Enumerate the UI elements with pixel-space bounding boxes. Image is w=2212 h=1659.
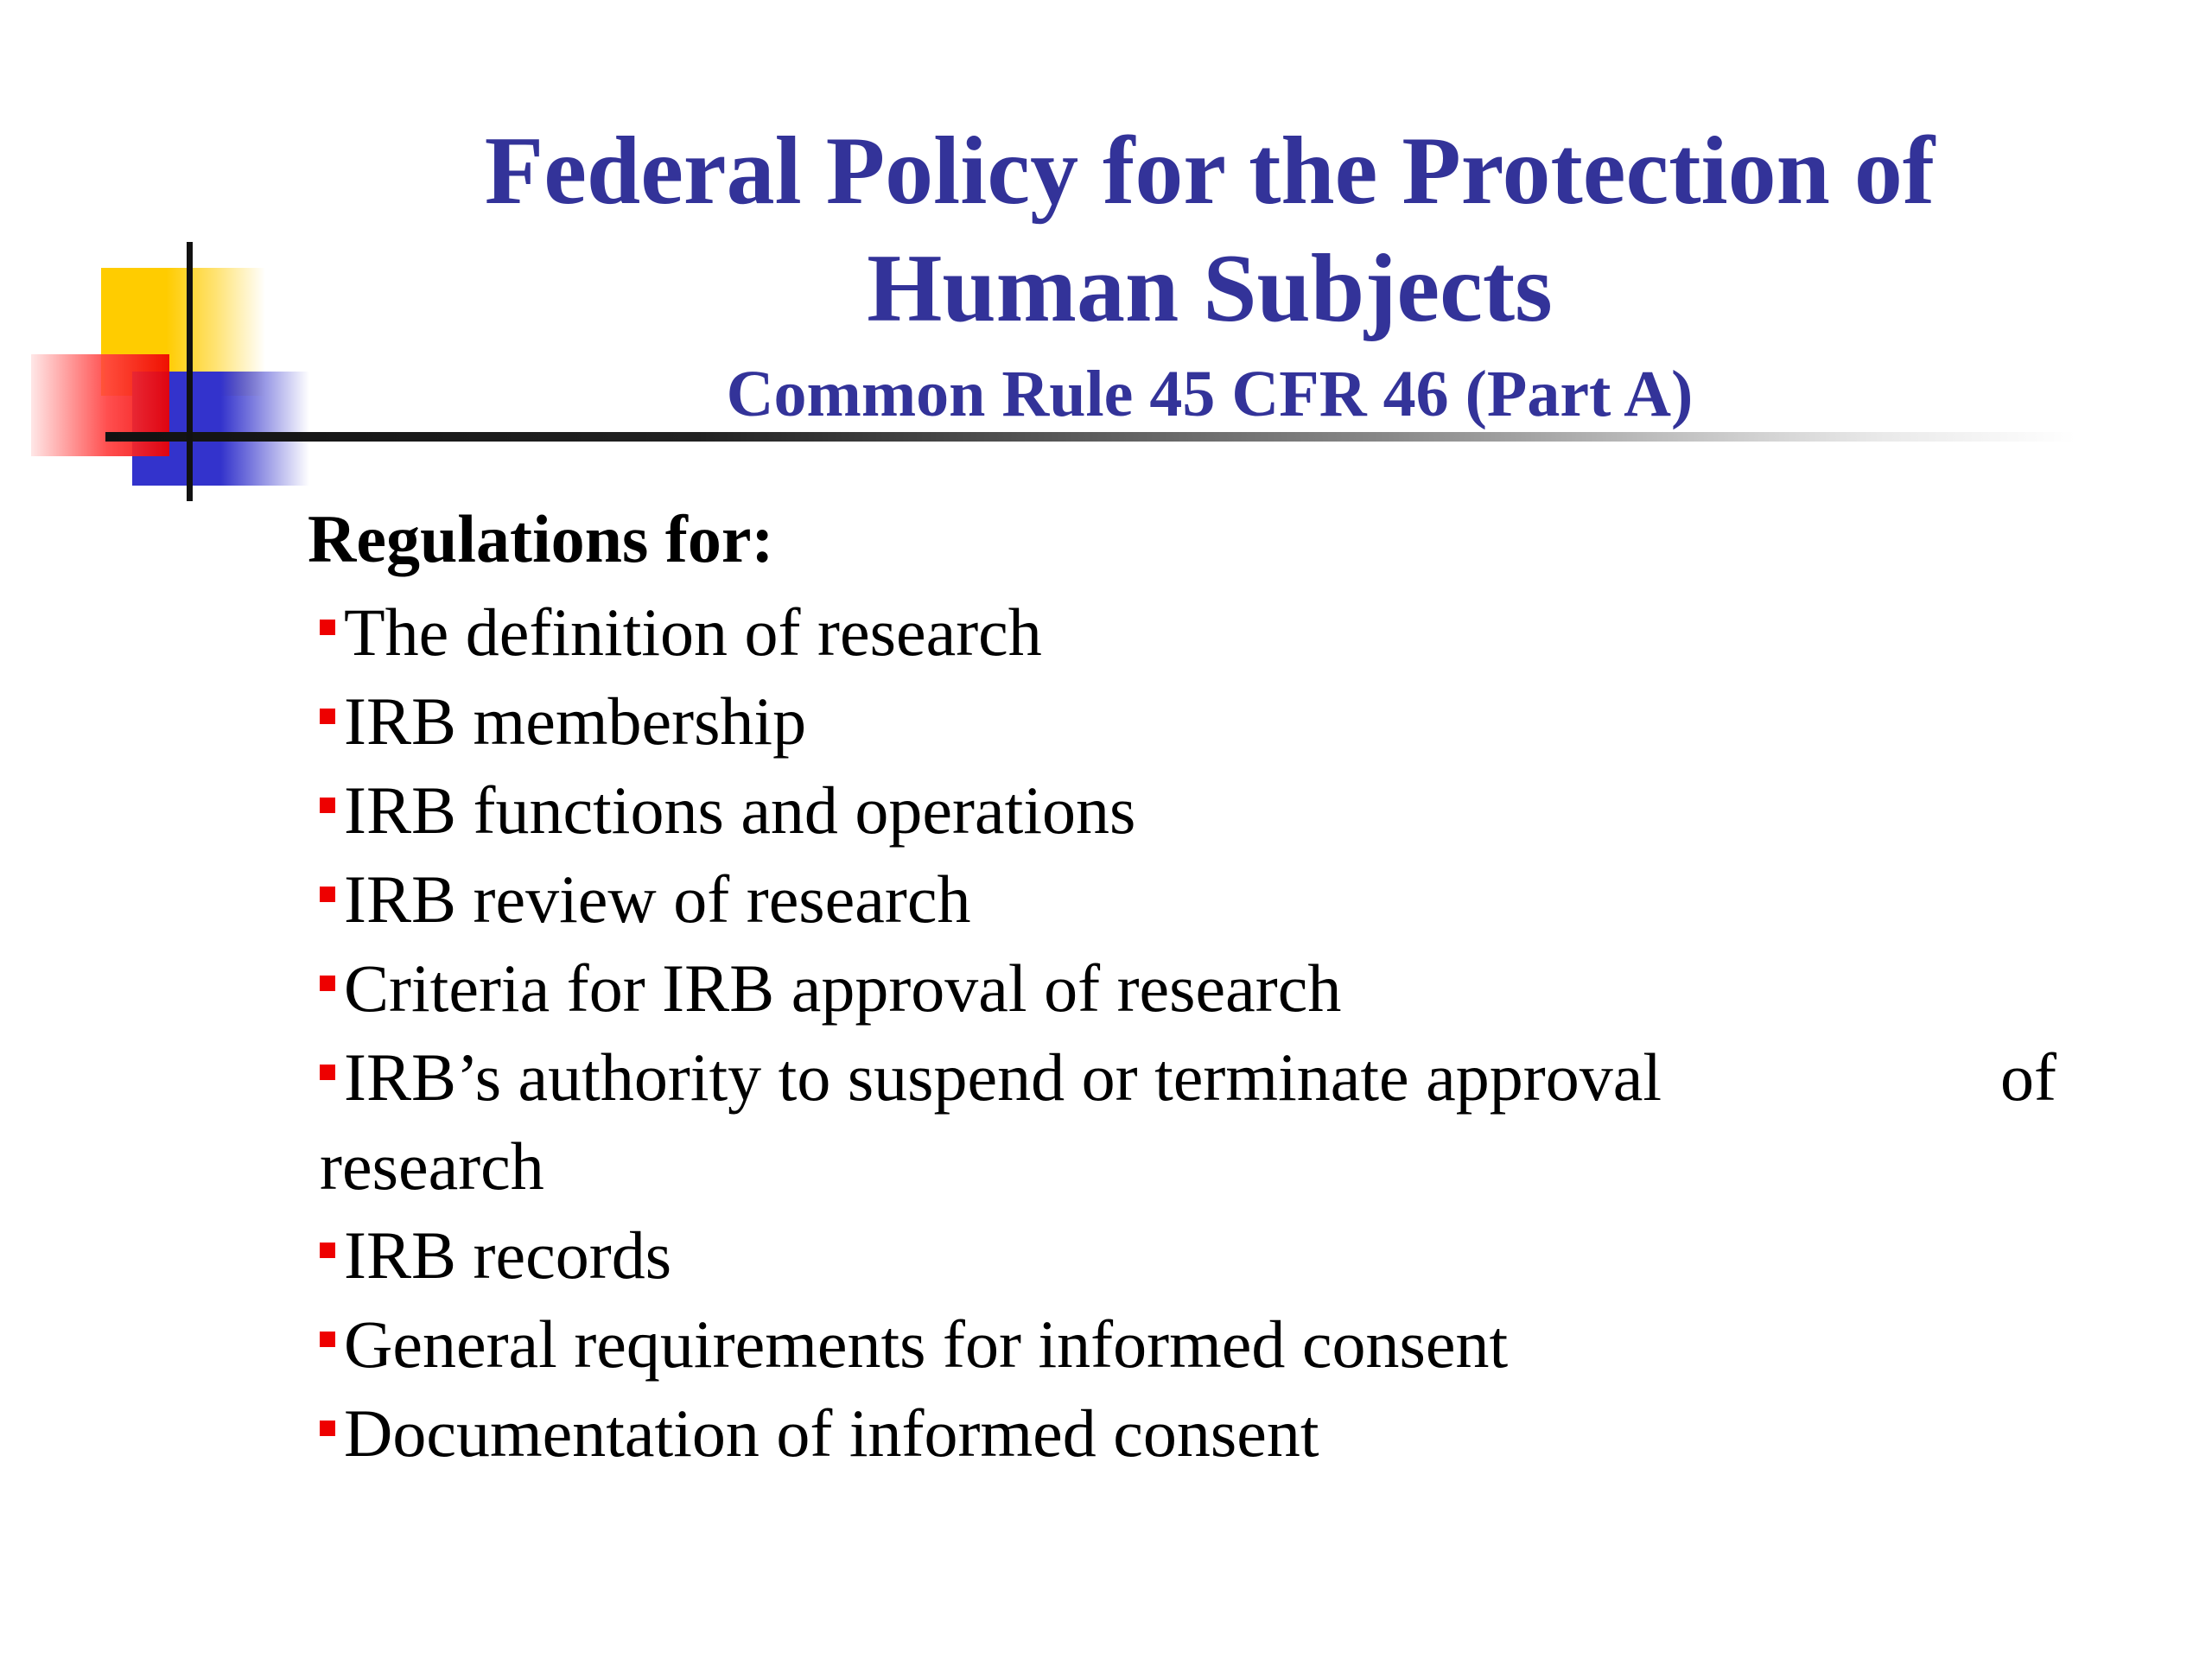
bullet-text: IRB records (344, 1217, 672, 1293)
bullet-square-icon (320, 709, 335, 724)
bullet-square-icon (320, 1332, 335, 1347)
bullet-item (320, 766, 2065, 855)
bullet-text-continuation: research (320, 1128, 544, 1204)
bullet-text: Criteria for IRB approval of research (344, 950, 1342, 1026)
bullet-square-icon (320, 1065, 335, 1080)
bullet-item (320, 588, 2065, 677)
bullet-text: The definition of research (344, 594, 1042, 670)
bullet-square-icon (320, 1421, 335, 1436)
bullet-text-wrap (320, 1033, 1662, 1122)
bullet-square-icon (320, 976, 335, 991)
bullet-item (320, 1389, 2065, 1478)
slide-subtitle: Common Rule 45 CFR 46 (Part A) (726, 358, 1694, 430)
bullet-text: IRB membership (344, 683, 807, 759)
slide-title-block (311, 112, 2108, 441)
bullet-text: IRB functions and operations (344, 772, 1136, 848)
bullet-item (320, 1300, 2065, 1389)
bullet-text: IRB review of research (344, 861, 971, 937)
bullet-item (320, 1033, 2065, 1211)
bullet-square-icon (320, 1243, 335, 1258)
bullet-square-icon (320, 887, 335, 902)
slide-title-line-2: Human Subjects (867, 235, 1553, 342)
bullet-text: Documentation of informed consent (344, 1395, 1319, 1471)
bullet-item (320, 1211, 2065, 1300)
bullet-line-justified (320, 1033, 2056, 1122)
bullet-item (320, 677, 2065, 766)
bullet-item (320, 944, 2065, 1033)
bullet-text: General requirements for informed consent (344, 1306, 1509, 1382)
bullet-square-icon (320, 620, 335, 635)
bullet-item (320, 855, 2065, 944)
bullet-square-icon (320, 798, 335, 813)
bullet-text-tail: of (2000, 1039, 2056, 1115)
body-heading: Regulations for: (308, 501, 774, 576)
bullet-list (320, 588, 2065, 1478)
slide-title-line-1: Federal Policy for the Protection of (484, 118, 1936, 225)
decor-vertical-line (187, 242, 193, 501)
bullet-text: IRB’s authority to suspend or terminate approval (344, 1039, 1662, 1115)
